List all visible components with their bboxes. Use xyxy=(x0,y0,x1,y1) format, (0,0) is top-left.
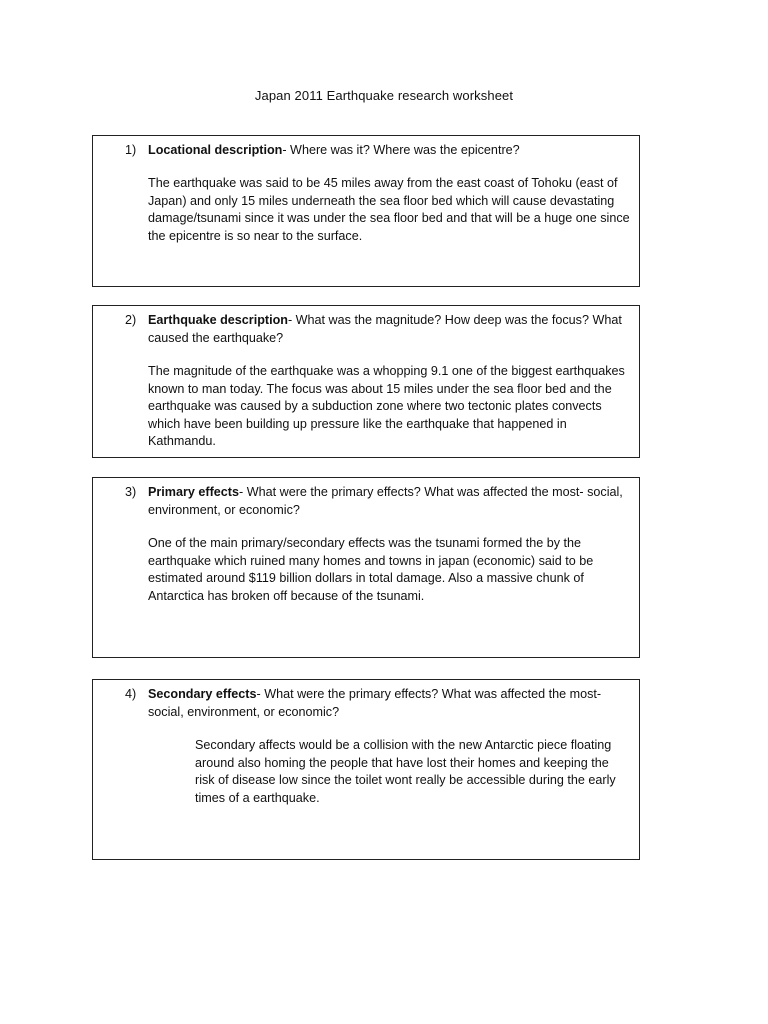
page-title: Japan 2011 Earthquake research worksheet xyxy=(254,88,514,103)
question-prompt xyxy=(148,484,631,519)
question-number: 2) xyxy=(125,313,137,327)
question-box-2 xyxy=(92,305,640,458)
question-number: 3) xyxy=(125,485,137,499)
question-prompt xyxy=(148,142,631,160)
answer-text: The earthquake was said to be 45 miles away from the east coast of Tohoku (east of Japan) and only 15 miles underneath the sea floor bed which will cause devastating damage/tsunami since it was under the sea floor bed and that will be a huge one since the epicentre is so near to the surface. xyxy=(148,176,630,243)
question-text: - What were the primary effects? What was affected the most- social, environment, or economic? xyxy=(148,687,602,719)
question-heading: Secondary effects xyxy=(148,687,257,701)
question-number: 4) xyxy=(125,687,137,701)
question-text: - What was the magnitude? How deep was the focus? What caused the earthquake? xyxy=(148,313,622,345)
question-text: - Where was it? Where was the epicentre? xyxy=(282,143,520,157)
answer-text: Secondary affects would be a collision with the new Antarctic piece floating around also homing the people that have lost their homes and keeping the risk of disease low since the toilet wont really be accessible during the early times of a earthquake. xyxy=(195,738,616,805)
question-box-4 xyxy=(92,679,640,860)
question-number: 1) xyxy=(125,143,137,157)
question-text: - What were the primary effects? What was affected the most- social, environment, or economic? xyxy=(148,485,623,517)
question-heading: Locational description xyxy=(148,143,283,157)
question-prompt xyxy=(148,686,631,721)
answer-text: One of the main primary/secondary effects was the tsunami formed the by the earthquake which ruined many homes and towns in japan (economic) said to be estimated around $119 billion dollars in total damage. Also a massive chunk of Antarctica has broken off because of the tsunami. xyxy=(148,536,594,603)
answer-text: The magnitude of the earthquake was a whopping 9.1 one of the biggest earthquakes known to man today. The focus was about 15 miles under the sea floor bed and the earthquake was caused by a subduction zone where two tectonic plates convects which have been building up pressure like the earthquake that happened in Kathmandu. xyxy=(148,364,625,449)
question-box-1 xyxy=(92,135,640,287)
question-box-3 xyxy=(92,477,640,658)
question-heading: Earthquake description xyxy=(148,313,288,327)
question-heading: Primary effects xyxy=(148,485,240,499)
question-prompt xyxy=(148,312,631,347)
